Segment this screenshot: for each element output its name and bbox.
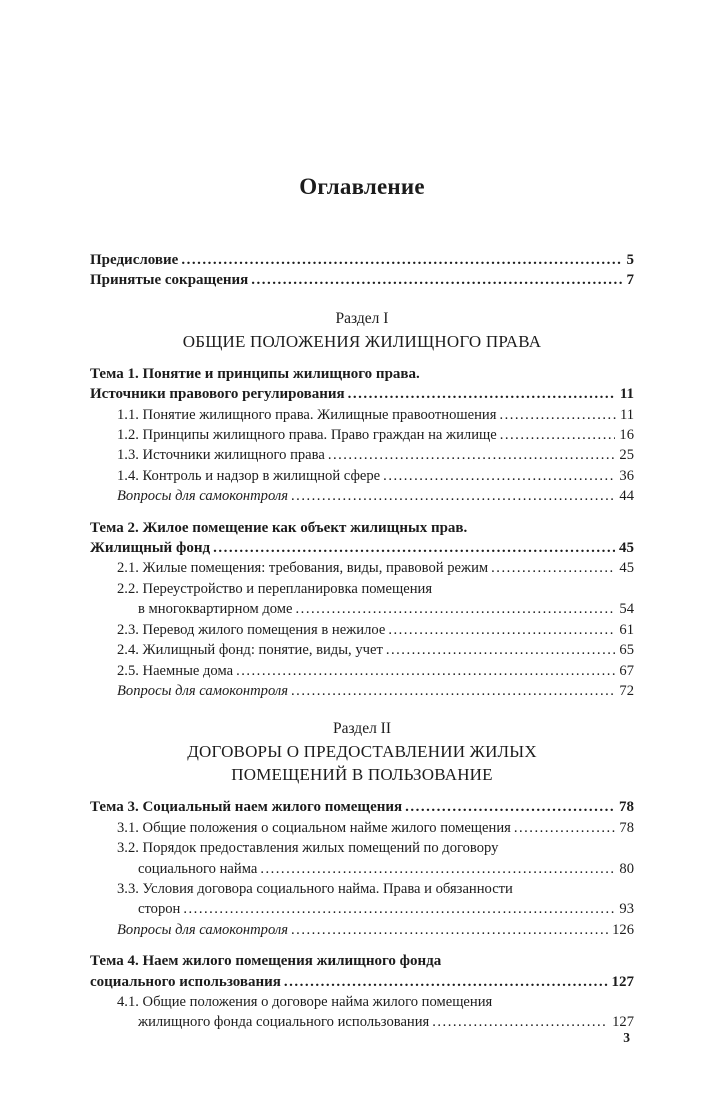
toc-line xyxy=(90,330,634,353)
toc-line xyxy=(90,818,634,838)
toc-line xyxy=(90,899,634,919)
toc-line xyxy=(90,859,634,879)
toc-entry-sub xyxy=(90,466,634,486)
toc-line xyxy=(90,681,634,701)
toc-entry-text: 1.1. Понятие жилищного права. Жилищные правоотношения xyxy=(117,406,497,423)
toc-line xyxy=(90,838,634,858)
toc-entry-section-label xyxy=(90,308,634,330)
toc-line xyxy=(90,466,634,486)
toc-line xyxy=(90,992,634,1012)
toc-entry-sub xyxy=(90,558,634,578)
toc-entry-text: Тема 3. Социальный наем жилого помещения xyxy=(90,799,403,816)
toc-entry-section-title xyxy=(90,740,634,786)
toc-entry-text: 1.3. Источники жилищного права xyxy=(117,447,325,464)
toc-entry-text: Вопросы для самоконтроля xyxy=(117,921,289,938)
toc-line xyxy=(90,425,634,445)
toc-entry-text: 2.4. Жилищный фонд: понятие, виды, учет xyxy=(117,642,383,659)
toc-line xyxy=(90,558,634,578)
toc-page-number: 126 xyxy=(612,921,634,938)
toc-page-number: 65 xyxy=(619,642,634,659)
toc-entry-text: Раздел II xyxy=(332,720,392,738)
toc-line xyxy=(90,579,634,599)
toc-line xyxy=(90,518,634,538)
toc-line xyxy=(90,486,634,506)
toc-entry-text: Вопросы для самоконтроля xyxy=(117,488,289,505)
dot-leader xyxy=(383,466,615,486)
toc-entry-sub xyxy=(90,818,634,838)
toc-line xyxy=(90,740,634,763)
toc-entry-topic xyxy=(90,797,634,817)
dot-leader xyxy=(260,859,615,879)
toc-entry-text: Принятые сокращения xyxy=(90,272,249,289)
toc-entry-text: 2.3. Перевод жилого помещения в нежилое xyxy=(117,621,386,638)
toc-entry-text: Жилищный фонд xyxy=(90,540,211,557)
toc-line xyxy=(90,920,634,940)
toc-page-number: 127 xyxy=(612,1014,634,1031)
toc-entry-front xyxy=(90,250,634,270)
dot-leader xyxy=(251,270,622,290)
toc-page-number: 93 xyxy=(619,901,634,918)
toc-entry-sub xyxy=(90,445,634,465)
toc-page-number: 11 xyxy=(619,406,634,423)
toc-entry-text: 3.2. Порядок предоставления жилых помещений по договору xyxy=(117,840,499,857)
dot-leader xyxy=(500,425,616,445)
dot-leader xyxy=(284,972,608,992)
toc-entry-topic xyxy=(90,364,634,405)
toc-page-number: 72 xyxy=(619,682,634,699)
toc-entry-sub xyxy=(90,620,634,640)
toc-entry-text: жилищного фонда социального использования xyxy=(138,1014,430,1031)
toc-entry-text: Источники правового регулирования xyxy=(90,386,345,403)
toc-page-number: 36 xyxy=(619,467,634,484)
toc-entry-sub xyxy=(90,838,634,879)
toc-line xyxy=(90,972,634,992)
toc-line xyxy=(90,1012,634,1032)
toc-entry-text: 4.1. Общие положения о договоре найма жилого помещения xyxy=(117,993,493,1010)
toc-page-number: 45 xyxy=(619,540,634,557)
toc-entry-sub xyxy=(90,640,634,660)
dot-leader xyxy=(491,558,615,578)
dot-leader xyxy=(183,899,615,919)
toc-line xyxy=(90,951,634,971)
dot-leader xyxy=(291,920,608,940)
table-of-contents xyxy=(90,250,634,1033)
toc-entry-text: ОБЩИЕ ПОЛОЖЕНИЯ ЖИЛИЩНОГО ПРАВА xyxy=(182,331,542,351)
toc-page-number: 16 xyxy=(619,427,634,444)
toc-line xyxy=(90,879,634,899)
toc-entry-text: 2.1. Жилые помещения: требования, виды, правовой режим xyxy=(117,560,489,577)
toc-entry-text: 2.2. Переустройство и перепланировка помещения xyxy=(117,580,433,597)
toc-entry-text: социального использования xyxy=(90,973,281,990)
dot-leader xyxy=(386,640,616,660)
toc-entry-text: 1.4. Контроль и надзор в жилищной сфере xyxy=(117,467,381,484)
toc-line xyxy=(90,718,634,740)
toc-entry-sub xyxy=(90,992,634,1033)
toc-entry-sub xyxy=(90,879,634,920)
toc-page-number: 54 xyxy=(619,601,634,618)
toc-page-number: 45 xyxy=(619,560,634,577)
toc-entry-section-label xyxy=(90,718,634,740)
toc-page-number: 127 xyxy=(611,973,634,990)
toc-entry-topic xyxy=(90,518,634,559)
toc-page-number: 11 xyxy=(619,386,634,403)
toc-entry-topic xyxy=(90,951,634,992)
toc-entry-text: социального найма xyxy=(138,860,258,877)
toc-page-number: 78 xyxy=(619,799,634,816)
toc-entry-section-title xyxy=(90,330,634,353)
toc-line xyxy=(90,538,634,558)
toc-entry-sub xyxy=(90,405,634,425)
toc-entry-text: 3.1. Общие положения о социальном найме жилого помещения xyxy=(117,819,511,836)
toc-page-number: 80 xyxy=(619,860,634,877)
folio-page-number: 3 xyxy=(623,1030,630,1045)
dot-leader xyxy=(291,486,615,506)
toc-page-number: 5 xyxy=(626,252,634,268)
toc-line xyxy=(90,364,634,384)
toc-line xyxy=(90,661,634,681)
toc-entry-text: 2.5. Наемные дома xyxy=(117,662,234,679)
toc-entry-questions xyxy=(90,681,634,701)
toc-entry-text: ДОГОВОРЫ О ПРЕДОСТАВЛЕНИИ ЖИЛЫХ xyxy=(187,742,537,762)
dot-leader xyxy=(291,681,615,701)
dot-leader xyxy=(388,620,615,640)
toc-page-number: 78 xyxy=(619,819,634,836)
toc-line xyxy=(90,620,634,640)
toc-line xyxy=(90,445,634,465)
dot-leader xyxy=(432,1012,608,1032)
toc-entry-sub xyxy=(90,661,634,681)
toc-page-number: 25 xyxy=(619,447,634,464)
dot-leader xyxy=(236,661,615,681)
toc-page-number: 67 xyxy=(619,662,634,679)
toc-entry-text: сторон xyxy=(138,901,181,918)
toc-entry-text: Предисловие xyxy=(90,252,179,268)
toc-line xyxy=(90,763,634,786)
dot-leader xyxy=(213,538,615,558)
toc-page-number: 44 xyxy=(619,488,634,505)
toc-entry-text: 1.2. Принципы жилищного права. Право граждан на жилище xyxy=(117,427,497,444)
toc-entry-sub xyxy=(90,425,634,445)
toc-entry-front xyxy=(90,270,634,290)
toc-page-number: 7 xyxy=(626,272,634,289)
toc-entry-text: ПОМЕЩЕНИЙ В ПОЛЬЗОВАНИЕ xyxy=(231,765,493,785)
dot-leader xyxy=(348,384,616,404)
toc-entry-text: Вопросы для самоконтроля xyxy=(117,682,289,699)
toc-line xyxy=(90,250,634,270)
page-title: Оглавление xyxy=(299,174,425,199)
toc-entry-text: Тема 4. Наем жилого помещения жилищного фонда xyxy=(90,953,442,970)
dot-leader xyxy=(181,250,622,270)
dot-leader xyxy=(405,797,615,817)
toc-entry-questions xyxy=(90,486,634,506)
dot-leader xyxy=(296,599,616,619)
toc-line xyxy=(90,270,634,290)
toc-line xyxy=(90,308,634,330)
dot-leader xyxy=(514,818,616,838)
toc-entry-questions xyxy=(90,920,634,940)
toc-line xyxy=(90,384,634,404)
toc-entry-text: 3.3. Условия договора социального найма. Права и обязанности xyxy=(117,880,513,897)
toc-line xyxy=(90,797,634,817)
toc-entry-text: Тема 1. Понятие и принципы жилищного права. xyxy=(90,365,420,382)
dot-leader xyxy=(499,405,616,425)
toc-entry-text: в многоквартирном доме xyxy=(138,601,293,618)
toc-page-number: 61 xyxy=(619,621,634,638)
toc-line xyxy=(90,640,634,660)
toc-line xyxy=(90,405,634,425)
toc-line xyxy=(90,599,634,619)
toc-entry-sub xyxy=(90,579,634,620)
dot-leader xyxy=(328,445,616,465)
toc-entry-text: Раздел I xyxy=(335,309,389,327)
toc-entry-text: Тема 2. Жилое помещение как объект жилищных прав. xyxy=(90,519,468,536)
